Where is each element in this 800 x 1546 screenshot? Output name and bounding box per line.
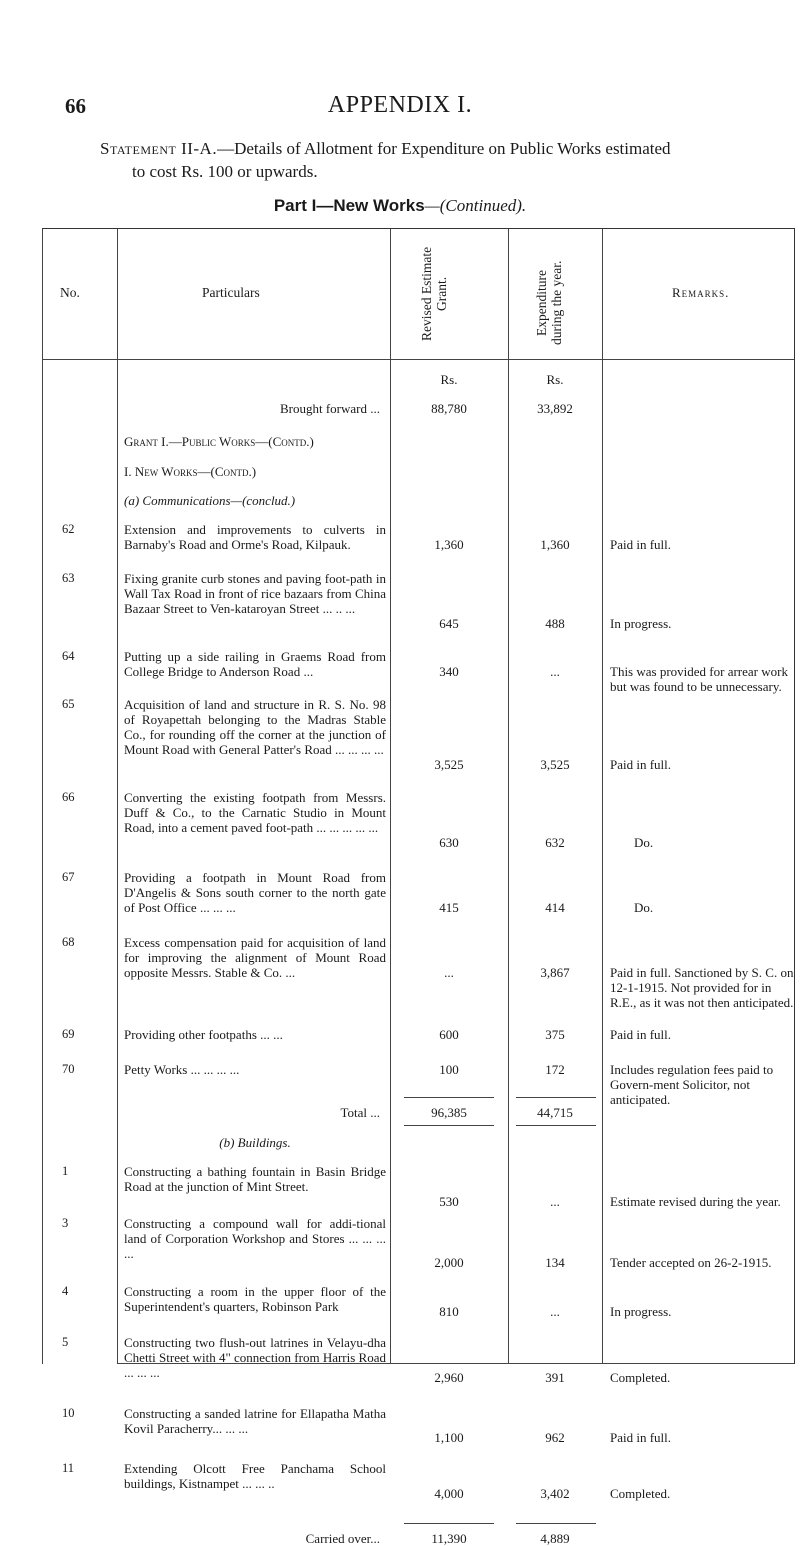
row-expenditure: 134 [545,1255,565,1270]
row-estimate: 415 [439,900,459,915]
header-no: No. [60,285,80,300]
row-no: 62 [62,522,75,536]
row-expenditure: 3,867 [540,965,570,980]
row-particulars: Constructing two flush-out latrines in Velayu-dha Chetti Street with 4" connection from Harris Road ... ... ... [124,1335,386,1380]
row-remarks: Completed. [610,1486,671,1501]
col-rule-no-left [42,229,43,1364]
row-particulars: Constructing a room in the upper floor of the Superintendent's quarters, Robinson Park [124,1284,386,1314]
carried-estimate-rule [404,1523,494,1524]
row-remarks: Completed. [610,1370,671,1385]
row-particulars: Constructing a sanded latrine for Ellapatha Matha Kovil Paracherry... ... ... [124,1406,386,1436]
part-label: Part I—New Works [273,196,425,215]
total-expenditure-rule [516,1097,596,1098]
row-remarks: This was provided for arrear work but was found to be unnecessary. [610,664,788,694]
row-estimate: 4,000 [434,1486,464,1501]
row-estimate: 1,360 [434,537,464,552]
row-no: 63 [62,571,75,585]
row-particulars: Putting up a side railing in Graems Road from College Bridge to Anderson Road ... [124,649,386,679]
row-particulars: Converting the existing footpath from Messrs. Duff & Co., to the Carnatic Studio in Mount Road, into a cement paved foot-path ... ... ... ... ... [124,790,386,835]
row-particulars: Acquisition of land and structure in R. S. No. 98 of Royapettah belonging to the Madras Stable Co., for rounding off the corner at the junction of Mount Road with General Patter's Road ... ... ... ... [124,697,386,757]
row-remarks: Includes regulation fees paid to Govern-ment Solicitor, not anticipated. [610,1062,774,1107]
header-expenditure: Expenditure during the year. [534,260,564,346]
row-estimate: 600 [439,1027,459,1042]
row-no: 65 [62,697,75,711]
row-no: 4 [62,1284,69,1298]
row-expenditure: ... [550,664,560,679]
row-remarks: In progress. [610,616,672,631]
row-expenditure: 632 [545,835,565,850]
row-estimate: ... [444,965,454,980]
row-particulars: Constructing a bathing fountain in Basin Bridge Road at the junction of Mint Street. [124,1164,386,1194]
row-expenditure: ... [550,1194,560,1209]
row-no: 64 [62,649,75,663]
col-rule-remarks-left [602,229,603,1364]
row-expenditure: 391 [545,1370,565,1385]
row-no: 11 [62,1461,75,1475]
brought-forward-label: Brought forward ... [279,401,380,416]
total-expenditure-underline [516,1125,596,1126]
allotment-table [42,228,795,1546]
header-particulars: Particulars [202,285,260,300]
total-estimate-rule [404,1097,494,1098]
row-estimate: 810 [439,1304,459,1319]
row-particulars: Excess compensation paid for acquisition of land for improving the alignment of Mount Road opposite Messrs. Stable & Co. ... [124,935,386,980]
row-expenditure: 962 [545,1430,565,1445]
row-no: 70 [62,1062,75,1076]
row-particulars: Petty Works ... ... ... ... [124,1062,240,1077]
row-expenditure: 3,402 [540,1486,570,1501]
row-expenditure: 3,525 [540,757,570,772]
page-number: 66 [65,94,86,118]
row-no: 3 [62,1216,69,1230]
carried-over-expenditure: 4,889 [540,1531,570,1546]
row-estimate: 630 [439,835,459,850]
total-expenditure: 44,715 [537,1105,573,1120]
grant-heading: Grant I.—Public Works—(Contd.) [124,434,314,449]
statement-label: Statement II-A. [100,139,218,158]
row-no: 5 [62,1335,69,1349]
estimate-unit: Rs. [440,372,458,387]
row-estimate: 2,000 [434,1255,464,1270]
row-no: 67 [62,870,75,884]
row-no: 10 [62,1406,75,1420]
carried-over-label: Carried over... [305,1531,380,1546]
row-remarks: Paid in full. [610,757,672,772]
carried-expenditure-rule [516,1523,596,1524]
header-rule [42,359,794,360]
part-continued: —(Continued). [424,196,527,215]
row-remarks: Paid in full. [610,1430,672,1445]
row-particulars: Extending Olcott Free Panchama School buildings, Kistnampet ... ... .. [124,1461,386,1491]
row-estimate: 100 [439,1062,459,1077]
row-no: 68 [62,935,75,949]
new-works-heading: I. New Works—(Contd.) [124,464,257,479]
total-label: Total ... [340,1105,380,1120]
row-expenditure: 414 [545,900,565,915]
row-remarks: Paid in full. Sanctioned by S. C. on 12-1-1915. Not provided for in R.E., as it was not then anticipated. [610,965,794,1010]
row-expenditure: 172 [545,1062,565,1077]
row-expenditure: 375 [545,1027,565,1042]
row-remarks: In progress. [610,1304,672,1319]
brought-forward-estimate: 88,780 [431,401,467,416]
part-heading [0,196,800,216]
statement-line1: —Details of Allotment for Expenditure on Public Works estimated [217,139,671,158]
row-no: 1 [62,1164,69,1178]
col-rule-particulars-left [117,229,118,1364]
expenditure-unit: Rs. [546,372,564,387]
row-remarks: Estimate revised during the year. [610,1194,781,1209]
row-no: 69 [62,1027,75,1041]
section-b-heading: (b) Buildings. [219,1135,291,1150]
row-remarks: Paid in full. [610,537,672,552]
row-particulars: Providing other footpaths ... ... [124,1027,283,1042]
row-expenditure: 1,360 [540,537,570,552]
row-remarks: Do. [634,900,654,915]
row-expenditure: 488 [545,616,565,631]
header-estimate: Revised Estimate Grant. [419,246,449,342]
row-estimate: 3,525 [434,757,464,772]
row-particulars: Fixing granite curb stones and paving foot-path in Wall Tax Road in front of rice bazaars from China Bazaar Street to Ven-kataroyan Street ... .. ... [124,571,386,616]
statement-title [100,137,740,183]
row-particulars: Providing a footpath in Mount Road from D'Angelis & Sons south corner to the north gate of Post Office ... ... ... [124,870,386,915]
row-estimate: 530 [439,1194,459,1209]
row-estimate: 1,100 [434,1430,464,1445]
header-remarks: Remarks. [672,285,730,300]
row-particulars: Extension and improvements to culverts in Barnaby's Road and Orme's Road, Kilpauk. [124,522,386,552]
row-remarks: Do. [634,835,654,850]
statement-line2: to cost Rs. 100 or upwards. [132,162,318,181]
total-estimate-underline [404,1125,494,1126]
brought-forward-expenditure: 33,892 [537,401,573,416]
row-expenditure: ... [550,1304,560,1319]
row-remarks: Paid in full. [610,1027,672,1042]
row-estimate: 2,960 [434,1370,464,1385]
total-estimate: 96,385 [431,1105,467,1120]
row-particulars: Constructing a compound wall for addi-tional land of Corporation Workshop and Stores ... ... ... ... [124,1216,386,1261]
row-remarks: Tender accepted on 26-2-1915. [610,1255,772,1270]
section-a-heading: (a) Communications—(conclud.) [124,493,296,508]
carried-over-estimate: 11,390 [431,1531,467,1546]
row-estimate: 340 [439,664,459,679]
row-estimate: 645 [439,616,459,631]
row-no: 66 [62,790,75,804]
running-head: APPENDIX I. [327,92,473,118]
